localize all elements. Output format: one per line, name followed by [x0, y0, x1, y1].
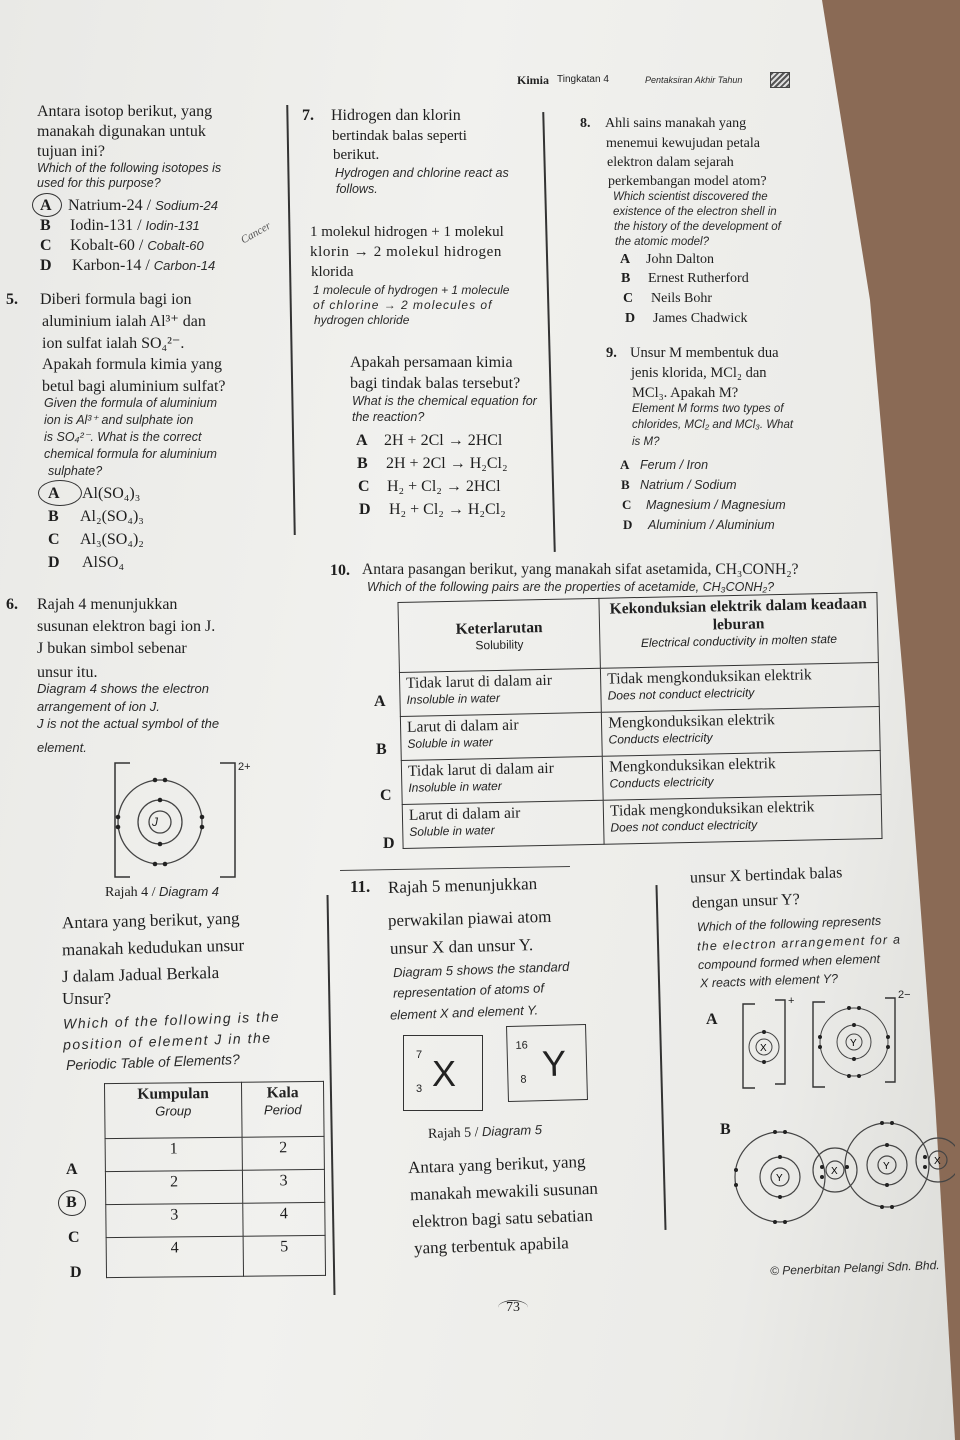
- q7-stem: bertindak balas seperti: [332, 128, 467, 144]
- group-cell: 3: [106, 1203, 243, 1237]
- q5-option-letter[interactable]: A: [48, 485, 60, 502]
- q8-option-letter[interactable]: D: [625, 311, 636, 326]
- q7-number: 7.: [302, 107, 314, 124]
- q6-stem: J bukan simbol sebenar: [37, 640, 187, 657]
- col-header-solubility-en: Solubility: [475, 636, 524, 652]
- conductivity-cell-en: Does not conduct electricity: [610, 817, 758, 835]
- q5-option-c[interactable]: Al₃(SO₄)₂: [80, 531, 144, 548]
- q4-stem: manakah digunakan untuk: [37, 123, 206, 140]
- col-header-conductivity-en: Electrical conductivity in molten state: [640, 631, 838, 650]
- q4-stem: Antara isotop berikut, yang: [37, 103, 213, 120]
- q5-stem-en: sulphate?: [48, 464, 103, 478]
- q11-question: unsur X bertindak balas: [689, 864, 843, 887]
- q6-stem: susunan elektron bagi ion J.: [37, 618, 216, 635]
- q4-option-a[interactable]: Natrium-24 / Sodium-24: [68, 197, 218, 214]
- word-equation: klorin → 2 molekul hidrogen: [310, 244, 503, 260]
- q4-stem-en: Which of the following isotopes is: [37, 161, 222, 175]
- period-cell: 3: [242, 1169, 324, 1203]
- mass-number: 16: [515, 1039, 528, 1052]
- q8-option-b[interactable]: Ernest Rutherford: [648, 271, 749, 286]
- q5-stem: betul bagi aluminium sulfat?: [42, 378, 226, 395]
- solubility-cell: Larut di dalam air: [408, 804, 521, 824]
- col-header-group-en: Group: [155, 1103, 192, 1119]
- q8-option-letter[interactable]: B: [621, 271, 631, 286]
- word-equation-en: of chlorine → 2 molecules of: [313, 298, 493, 312]
- q8-option-letter[interactable]: C: [623, 291, 634, 306]
- q11-stem: perwakilan piawai atom: [387, 906, 552, 931]
- q6-option-d[interactable]: D: [70, 1264, 82, 1281]
- q4-stem-en: used for this purpose?: [37, 176, 161, 190]
- q10-option-a[interactable]: A: [374, 693, 386, 710]
- q6-stem: Rajah 4 menunjukkan: [37, 596, 178, 613]
- q9-option-letter[interactable]: A: [620, 457, 630, 472]
- q9-stem-en: Element M forms two types of: [632, 403, 784, 415]
- q9-stem-en: is M?: [632, 436, 660, 448]
- q7-option-letter[interactable]: B: [357, 455, 368, 472]
- q9-stem: MCl₃. Apakah M?: [632, 385, 739, 401]
- q11-question: yang terbentuk apabila: [413, 1233, 570, 1258]
- atom-x-box: [403, 1035, 483, 1111]
- conductivity-cell: Tidak mengkonduksikan elektrik: [609, 798, 815, 820]
- col-header-solubility: Keterlarutan: [455, 618, 543, 638]
- q7-question: Apakah persamaan kimia: [350, 354, 513, 371]
- q8-stem-en: the history of the development of: [614, 221, 781, 233]
- period-cell: 2: [242, 1136, 324, 1170]
- header-subject: Kimia: [517, 73, 549, 87]
- q9-option-d[interactable]: Aluminium / Aluminium: [648, 518, 775, 532]
- q9-stem-en: chlorides, MCl₂ and MCl₃. What: [632, 419, 794, 431]
- conductivity-cell: Tidak mengkonduksikan elektrik: [607, 666, 812, 688]
- q7-option-b[interactable]: 2H + 2Cl → H₂Cl₂: [386, 455, 508, 472]
- q8-option-letter[interactable]: A: [620, 252, 631, 267]
- q5-stem: aluminium ialah Al³⁺ dan: [42, 313, 206, 330]
- element-symbol: Y: [541, 1042, 567, 1085]
- q8-stem-en: existence of the electron shell in: [613, 206, 777, 218]
- q7-option-d[interactable]: H₂ + Cl₂ → H₂Cl₂: [389, 501, 506, 518]
- mass-number: 7: [416, 1049, 423, 1061]
- solubility-cell: Larut di dalam air: [406, 716, 519, 736]
- book-logo-icon: [770, 72, 790, 88]
- svg-text:X: X: [934, 1156, 941, 1167]
- conductivity-cell: Mengkonduksikan elektrik: [608, 755, 776, 776]
- q4-option-letter[interactable]: B: [40, 217, 51, 234]
- q4-option-d[interactable]: Karbon-14 / Carbon-14: [72, 257, 216, 274]
- q11-stem: unsur X dan unsur Y.: [389, 935, 534, 958]
- q6-stem-en: J is not the actual symbol of the: [37, 716, 220, 731]
- q9-stem: jenis klorida, MCl₂ dan: [631, 365, 767, 381]
- q7-question-en: the reaction?: [352, 410, 425, 424]
- col-header-group: Kumpulan: [137, 1085, 209, 1103]
- nucleus-symbol-j: J: [152, 815, 158, 829]
- q6-stem: unsur itu.: [37, 664, 98, 681]
- q8-option-a[interactable]: John Dalton: [646, 252, 715, 267]
- q5-stem: ion sulfat ialah SO₄²⁻.: [42, 335, 185, 352]
- q8-option-c[interactable]: Neils Bohr: [651, 291, 713, 306]
- q5-option-letter[interactable]: C: [48, 531, 60, 548]
- q11-stem-en: Diagram 5 shows the standard: [392, 958, 570, 981]
- q10-option-d[interactable]: D: [383, 835, 395, 852]
- q9-option-b[interactable]: Natrium / Sodium: [640, 478, 737, 492]
- q9-option-letter[interactable]: D: [623, 517, 633, 532]
- q4-option-letter[interactable]: D: [40, 257, 52, 274]
- handwritten-note: Cancer: [238, 219, 273, 247]
- solubility-cell: Tidak larut di dalam air: [407, 759, 554, 780]
- table-row[interactable]: [105, 1169, 324, 1204]
- acetamide-properties-table: [397, 592, 882, 849]
- q6-number: 6.: [6, 596, 18, 613]
- period-cell: 4: [243, 1202, 325, 1236]
- q6-stem-en: Diagram 4 shows the electron: [37, 681, 209, 696]
- q4-option-c[interactable]: Kobalt-60 / Cobalt-60: [70, 237, 204, 254]
- q11-stem: Rajah 5 menunjukkan: [387, 874, 538, 897]
- svg-text:Y: Y: [850, 1038, 857, 1049]
- q4-option-letter[interactable]: C: [40, 237, 52, 254]
- svg-text:X: X: [760, 1043, 767, 1054]
- ion-charge: 2+: [238, 761, 251, 773]
- q8-stem-en: the atomic model?: [615, 236, 709, 248]
- copyright-notice: © Penerbitan Pelangi Sdn. Bhd.: [769, 1258, 940, 1278]
- table-row[interactable]: [106, 1235, 325, 1277]
- q7-option-a[interactable]: 2H + 2Cl → 2HCl: [384, 432, 503, 449]
- q10-option-c[interactable]: C: [380, 787, 392, 804]
- group-cell: 1: [105, 1137, 242, 1171]
- q7-stem: Hidrogen dan klorin: [331, 107, 461, 124]
- q6-question: manakah kedudukan unsur: [61, 935, 245, 960]
- q6-option-c[interactable]: C: [68, 1229, 80, 1246]
- anion-charge: 2−: [898, 989, 911, 1001]
- period-cell: 5: [243, 1235, 325, 1276]
- q10-option-b[interactable]: B: [376, 741, 387, 758]
- proton-number: 3: [416, 1083, 423, 1095]
- header-title: Pentaksiran Akhir Tahun: [645, 75, 743, 85]
- header-level: Tingkatan 4: [557, 74, 609, 85]
- element-symbol: X: [432, 1053, 457, 1094]
- q11-option-a[interactable]: A: [706, 1011, 718, 1028]
- q11-stem-en: representation of atoms of: [392, 980, 545, 1001]
- q8-stem: Ahli sains manakah yang: [605, 116, 747, 131]
- q9-option-letter[interactable]: B: [621, 477, 630, 492]
- table-row[interactable]: [105, 1136, 324, 1171]
- q7-option-c[interactable]: H₂ + Cl₂ → 2HCl: [387, 478, 501, 495]
- q6-question: Antara yang berikut, yang: [61, 908, 240, 933]
- q5-stem-en: chemical formula for aluminium: [44, 447, 217, 461]
- q5-option-a[interactable]: Al(SO₄)₃: [82, 485, 141, 502]
- word-equation-en: 1 molecule of hydrogen + 1 molecule: [313, 283, 510, 297]
- solubility-cell: Tidak larut di dalam air: [405, 671, 553, 692]
- option-a-ionic-diagram: [735, 992, 900, 1092]
- q8-stem-en: Which scientist discovered the: [613, 191, 768, 203]
- q6-question: J dalam Jadual Berkala: [61, 962, 220, 987]
- table-row[interactable]: [106, 1202, 325, 1237]
- svg-text:Y: Y: [776, 1173, 783, 1184]
- q9-stem: Unsur M membentuk dua: [630, 345, 779, 361]
- q7-option-letter[interactable]: D: [359, 501, 371, 518]
- q7-question-en: What is the chemical equation for: [352, 394, 537, 408]
- q7-stem: berikut.: [333, 147, 380, 163]
- q7-question: bagi tindak balas tersebut?: [350, 375, 521, 392]
- q5-option-b[interactable]: Al₂(SO₄)₃: [80, 508, 144, 525]
- solubility-cell-en: Insoluble in water: [408, 778, 502, 795]
- answer-circle-mark: [38, 480, 82, 506]
- q6-stem-en: arrangement of ion J.: [37, 699, 160, 714]
- word-equation: 1 molekul hidrogen + 1 molekul: [310, 224, 504, 240]
- q7-option-letter[interactable]: C: [358, 478, 370, 495]
- diagram-4-caption: Rajah 4 / Diagram 4: [105, 884, 220, 900]
- periodic-position-table: [104, 1081, 326, 1278]
- solubility-cell-en: Insoluble in water: [406, 690, 501, 707]
- q6-option-a[interactable]: A: [66, 1161, 78, 1178]
- q10-number: 10.: [330, 562, 350, 579]
- q11-number: 11.: [350, 877, 371, 896]
- q6-question: Unsur?: [62, 989, 112, 1008]
- diagram-5-caption: Rajah 5 / Diagram 5: [427, 1122, 543, 1142]
- q9-option-c[interactable]: Magnesium / Magnesium: [646, 498, 786, 512]
- table-row[interactable]: [402, 794, 882, 848]
- q4-option-b[interactable]: Iodin-131 / Iodin-131: [70, 217, 200, 234]
- q5-option-letter[interactable]: B: [48, 508, 59, 525]
- diagram-4-electron-arrangement: [100, 755, 260, 890]
- word-equation: klorida: [311, 264, 354, 280]
- q11-question-en: X reacts with element Y?: [699, 971, 839, 991]
- q5-stem-en: is SO₄²⁻. What is the correct: [44, 430, 202, 444]
- q5-stem-en: Given the formula of aluminium: [44, 396, 217, 410]
- option-b-covalent-diagram: [725, 1115, 955, 1230]
- q11-stem-en: element X and element Y.: [389, 1002, 539, 1023]
- group-cell: 4: [106, 1236, 243, 1277]
- atom-y-box: [506, 1024, 588, 1102]
- solubility-cell-en: Soluble in water: [407, 735, 493, 751]
- svg-text:X: X: [831, 1166, 838, 1177]
- q6-question-en: position of element J in the: [62, 1029, 272, 1053]
- q8-number: 8.: [580, 116, 591, 131]
- q6-option-b[interactable]: B: [66, 1194, 77, 1211]
- q11-question-en: the electron arrangement for a: [696, 932, 902, 954]
- conductivity-cell-en: Conducts electricity: [608, 730, 713, 747]
- col-header-conductivity: Kekonduksian elektrik dalam keadaan leburan: [609, 595, 867, 634]
- q11-option-b[interactable]: B: [720, 1121, 731, 1138]
- q7-stem-en: Hydrogen and chlorine react as: [335, 166, 509, 180]
- q10-stem-en: Which of the following pairs are the properties of acetamide, CH₃CONH₂?: [367, 580, 775, 594]
- q10-stem: Antara pasangan berikut, yang manakah sifat asetamida, CH₃CONH₂?: [362, 561, 799, 578]
- q9-number: 9.: [606, 345, 617, 361]
- q9-option-letter[interactable]: C: [622, 497, 632, 512]
- conductivity-cell: Mengkonduksikan elektrik: [608, 711, 775, 732]
- conductivity-cell-en: Does not conduct electricity: [607, 685, 755, 703]
- q11-question-en: Which of the following represents: [696, 913, 882, 935]
- q9-option-a[interactable]: Ferum / Iron: [640, 458, 709, 472]
- q11-question: manakah mewakili susunan: [409, 1178, 599, 1205]
- q11-question: elektron bagi satu sebatian: [411, 1205, 594, 1232]
- q11-question: dengan unsur Y?: [691, 891, 801, 912]
- q5-stem: Diberi formula bagi ion: [40, 291, 192, 308]
- q6-question-en: Periodic Table of Elements?: [65, 1050, 241, 1074]
- q4-stem: tujuan ini?: [37, 143, 105, 160]
- q5-number: 5.: [6, 291, 18, 308]
- q4-option-letter[interactable]: A: [40, 197, 52, 214]
- q5-stem: Apakah formula kimia yang: [42, 356, 222, 373]
- q5-option-d[interactable]: AlSO₄: [82, 554, 125, 571]
- solubility-cell-en: Soluble in water: [409, 823, 495, 839]
- q11-question: Antara yang berikut, yang: [407, 1151, 586, 1178]
- q8-stem: elektron dalam sejarah: [607, 155, 734, 170]
- conductivity-cell-en: Conducts electricity: [609, 774, 714, 791]
- q5-stem-en: ion is Al³⁺ and sulphate ion: [44, 413, 194, 427]
- q5-option-letter[interactable]: D: [48, 554, 60, 571]
- q8-stem: menemui kewujudan petala: [606, 136, 760, 151]
- q8-option-d[interactable]: James Chadwick: [653, 311, 748, 326]
- col-header-period-en: Period: [263, 1102, 302, 1118]
- q8-stem: perkembangan model atom?: [608, 174, 767, 189]
- q11-question-en: compound formed when element: [697, 951, 881, 973]
- q7-option-letter[interactable]: A: [356, 432, 368, 449]
- q6-question-en: Which of the following is the: [62, 1008, 281, 1032]
- proton-number: 8: [520, 1073, 527, 1086]
- col-header-period: Kala: [266, 1084, 299, 1102]
- word-equation-en: hydrogen chloride: [314, 313, 410, 327]
- cation-charge: +: [788, 995, 795, 1007]
- q6-stem-en: element.: [37, 740, 87, 755]
- page-number: 73: [498, 1300, 528, 1315]
- group-cell: 2: [105, 1170, 242, 1204]
- svg-text:Y: Y: [883, 1161, 890, 1172]
- q7-stem-en: follows.: [336, 182, 378, 196]
